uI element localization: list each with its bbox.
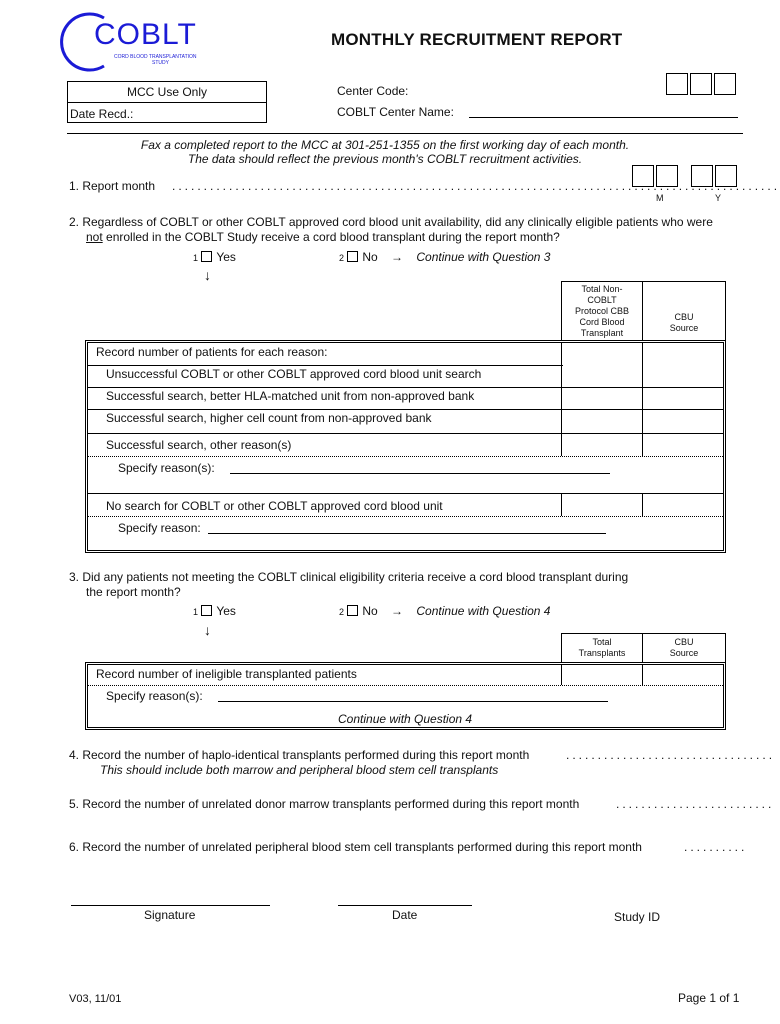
mcc-header: MCC Use Only [126, 85, 207, 99]
reason-4-specify-label: Specify reason(s): [118, 461, 215, 475]
reason-5-specify-field[interactable] [208, 533, 606, 534]
date-label: Date [392, 908, 418, 922]
q2-no-checkbox[interactable] [347, 251, 358, 262]
center-name-field[interactable] [469, 117, 738, 118]
q2-col-cbu-header: CBU Source [642, 281, 726, 341]
q4-note: This should include both marrow and peripheral blood stem cell transplants [100, 763, 499, 777]
reason-row-1: Unsuccessful COBLT or other COBLT approved cord blood unit search [106, 367, 482, 381]
q3-yes-label: Yes [216, 604, 236, 618]
q3-yes-option[interactable]: 1 Yes [193, 604, 236, 618]
q4-text: 4. Record the number of haplo-identical transplants performed during this report month [69, 748, 530, 762]
arrow-down-icon: ↓ [204, 622, 211, 638]
q2-text-1: 2. Regardless of COBLT or other COBLT approved cord blood unit availability, did any clinically eligible patients who were [69, 215, 713, 229]
q2-yes-label: Yes [216, 250, 236, 264]
logo-subtitle-2: STUDY [152, 60, 169, 66]
mcc-use-box [67, 81, 267, 123]
q3-no-checkbox[interactable] [347, 605, 358, 616]
q2-col-total-header: Total Non- COBLT Protocol CBB Cord Blood Transplant [561, 281, 643, 341]
q6-text: 6. Record the number of unrelated peripheral blood stem cell transplants performed during this report month [69, 840, 642, 854]
arrow-right-icon: → [391, 604, 404, 618]
page-title: MONTHLY RECRUITMENT REPORT [331, 30, 623, 49]
page-number: Page 1 of 1 [678, 991, 740, 1005]
q2-yes-option[interactable]: 1 Yes [193, 250, 236, 264]
signature-label: Signature [144, 908, 196, 922]
q3-ineligible-table [85, 662, 726, 730]
date-line[interactable] [338, 905, 472, 906]
q3-col-cbu-header: CBU Source [642, 633, 726, 663]
date-recd-label: Date Recd.: [70, 107, 134, 121]
instructions-line-1: Fax a completed report to the MCC at 301-251-1355 on the first working day of each month. [140, 138, 630, 152]
q3-continue-text: Continue with Question 4 [416, 604, 551, 618]
q3-text-1: 3. Did any patients not meeting the COBLT clinical eligibility criteria receive a cord blood transplant during [69, 570, 629, 584]
q3-no-label: No [362, 604, 378, 618]
q3-continue-note: Continue with Question 4 [338, 712, 473, 726]
arrow-right-icon: → [391, 250, 404, 264]
q3-col-total-header: Total Transplants [561, 633, 643, 663]
logo-letters: COBLT [94, 18, 197, 51]
ineligible-row: Record number of ineligible transplanted patients [96, 667, 357, 681]
q3-text-2: the report month? [86, 585, 181, 599]
study-id-label: Study ID [614, 910, 661, 924]
center-name-label: COBLT Center Name: [337, 105, 454, 119]
q2-no-label: No [362, 250, 378, 264]
q3-no-option[interactable]: 2 No → Continue with Question 4 [339, 604, 551, 618]
reason-4-specify-field[interactable] [230, 473, 610, 474]
month-label: M [656, 193, 664, 203]
q3-specify-field[interactable] [218, 701, 608, 702]
q2-no-option[interactable]: 2 No → Continue with Question 3 [339, 250, 551, 264]
q3-specify-label: Specify reason(s): [106, 689, 203, 703]
coblt-logo [64, 10, 204, 70]
q1-label: 1. Report month [69, 179, 156, 193]
version-label: V03, 11/01 [69, 993, 122, 1005]
arrow-down-icon: ↓ [204, 267, 211, 283]
signature-line[interactable] [71, 905, 270, 906]
logo-subtitle: CORD BLOOD TRANSPLANTATION [114, 54, 197, 60]
reason-row-5: No search for COBLT or other COBLT approved cord blood unit [106, 499, 443, 513]
q2-continue-text: Continue with Question 3 [416, 250, 551, 264]
q2-text-2 [86, 230, 560, 244]
q2-reasons-table [85, 340, 726, 553]
q3-yes-checkbox[interactable] [201, 605, 212, 616]
q2-not: not [86, 230, 103, 244]
reason-row-3: Successful search, higher cell count from non-approved bank [106, 411, 432, 425]
instructions-line-2: The data should reflect the previous month's COBLT recruitment activities. [187, 152, 583, 166]
reason-row-2: Successful search, better HLA-matched unit from non-approved bank [106, 389, 475, 403]
q5-text: 5. Record the number of unrelated donor marrow transplants performed during this report month [69, 797, 580, 811]
year-label: Y [715, 193, 722, 203]
q2-table-header: Record number of patients for each reason: [96, 345, 328, 359]
q2-yes-checkbox[interactable] [201, 251, 212, 262]
reason-row-4: Successful search, other reason(s) [106, 438, 292, 452]
center-code-label: Center Code: [337, 84, 409, 98]
reason-5-specify-label: Specify reason: [118, 521, 201, 535]
q2-text-2-rest: enrolled in the COBLT Study receive a cord blood transplant during the report month? [102, 230, 560, 244]
